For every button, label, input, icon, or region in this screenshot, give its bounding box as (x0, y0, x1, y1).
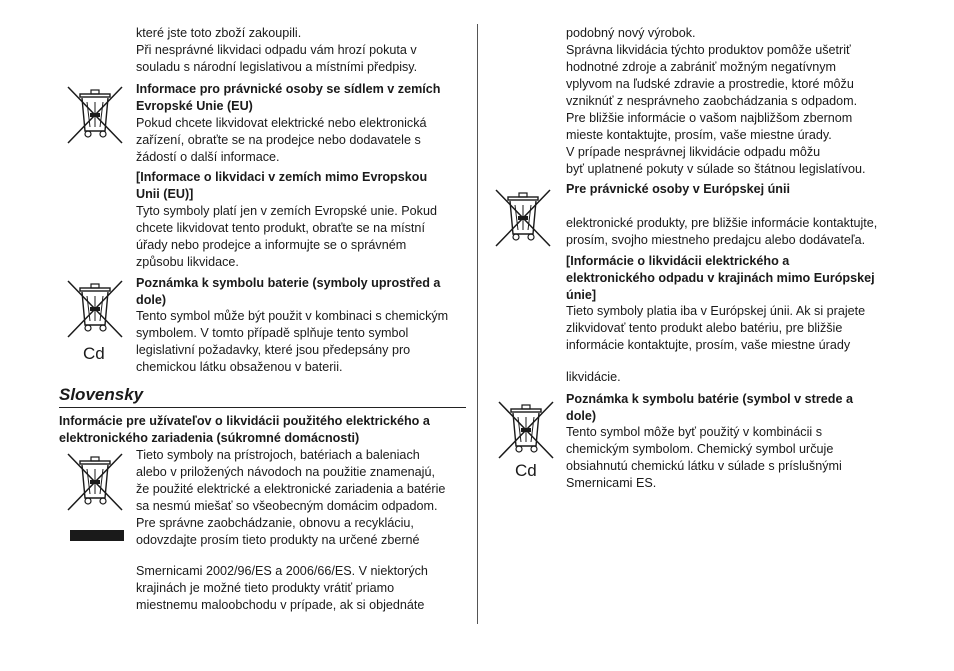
right-noneu-tail: likvidácie. (566, 370, 621, 384)
weee-bin-icon (66, 452, 124, 512)
right-battery-body: Tento symbol môže byť použitý v kombinácii s chemickým symbolom. Chemický symbol určuje obsiahnutú chemickú látku v súlade s príslušnými Smernicami ES. (566, 425, 842, 490)
left-eu-heading: Informace pro právnické osoby se sídlem v zemích Evropské Unie (EU) (136, 82, 441, 113)
left-intro-paragraph: které jste toto zboží zakoupili. Při nesprávné likvidaci odpadu vám hrozí pokuta v souladu s národní legislativou a místními předpisy. (136, 26, 418, 74)
weee-bin-icon (66, 85, 124, 145)
cd-chemical-symbol: Cd (515, 461, 537, 480)
weee-battery-icon (497, 400, 555, 460)
right-eu-body: elektronické produkty, pre bližšie informácie kontaktujte, prosím, svojho miestneho predajcu alebo dodávateľa. (566, 216, 878, 247)
right-intro-paragraph: podobný nový výrobok. Správna likvidácia týchto produktov pomôže ušetriť hodnotné zdroje a zabrániť možným negatívnym vplyvom na ľudské zdravie a prostredie, ktoré môžu vzniknúť z nesprávneho zaobchádzania s odpadom. Pre bližšie informácie o vašom najbližšom zbernom mieste kontaktujte, prosím, vaše miestne úrady. V prípade nesprávnej likvidácie odpadu môžu byť uplatnené pokuty v súlade so štátnou legislatívou. (566, 26, 866, 176)
left-battery-body: Tento symbol může být použit v kombinaci s chemickým symbolem. V tomto případě splňuje tento symbol legislativní požadavky, které jsou předepsány pro chemickou látku obsaženou v baterii. (136, 309, 449, 374)
cd-chemical-symbol: Cd (83, 344, 105, 363)
sk-users-heading: Informácie pre užívateľov o likvidácii použitého elektrického a elektronického zariadenia (súkromné domácnosti) (59, 414, 430, 445)
weee-bin-icon (494, 188, 552, 248)
sk-users-body-continued: Smernicami 2002/96/ES a 2006/66/ES. V niektorých krajinách je možné tieto produkty vrátiť priamo miestnemu maloobchodu v prípade, ak si objednáte (136, 564, 428, 612)
column-divider (477, 24, 478, 624)
left-noneu-heading: [Informace o likvidaci v zemích mimo Evropskou Unii (EU)] (136, 170, 428, 201)
separate-collection-bar (70, 530, 124, 541)
right-eu-heading: Pre právnické osoby v Európskej únii (566, 182, 790, 196)
sk-users-body: Tieto symboly na prístrojoch, batériach a baleniach alebo v priložených návodoch na použitie znamenajú, že použité elektrické a elektronické zariadenia a batérie sa nesmú miešať so všeobecným domácim odpadom. Pre správne zaobchádzanie, obnovu a recykláciu, odovzdajte prosím tieto produkty na určené zberné (136, 448, 446, 547)
left-battery-heading: Poznámka k symbolu baterie (symboly uprostřed a dole) (136, 276, 441, 307)
left-noneu-body: Tyto symboly platí jen v zemích Evropské unie. Pokud chcete likvidovat tento produkt, obraťte se na místní úřady nebo prodejce a informujte se o správném způsobu likvidace. (136, 204, 437, 269)
right-noneu-heading: [Informácie o likvidácii elektrického a elektronického odpadu v krajinách mimo Európskej únie] (566, 254, 875, 302)
right-noneu-body: Tieto symboly platia iba v Európskej únii. Ak si prajete zlikvidovať tento produkt alebo batériu, pre bližšie informácie kontaktujte, prosím, vaše miestne úrady (566, 304, 866, 352)
left-eu-body: Pokud chcete likvidovat elektrické nebo elektronická zařízení, obraťte se na prodejce nebo dodavatele s žádostí o další informace. (136, 116, 427, 164)
section-title-slovensky: Slovensky (59, 384, 466, 408)
right-battery-heading: Poznámka k symbolu batérie (symbol v strede a dole) (566, 392, 853, 423)
weee-battery-icon (66, 279, 124, 339)
